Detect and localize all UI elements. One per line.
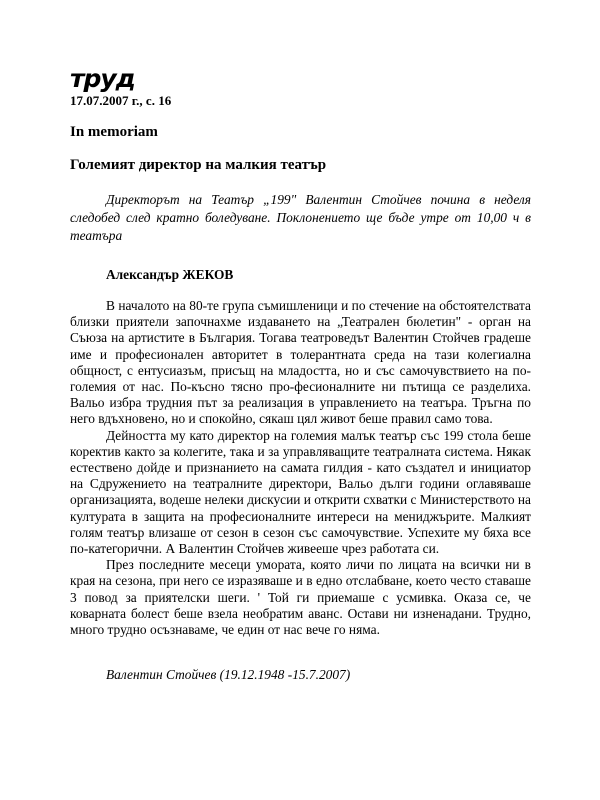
article-author: Александър ЖЕКОВ	[106, 267, 234, 282]
body-paragraph: През последните месеци умората, която личи по лицата на всички ни в края на сезона, при него се изразяваше и в едно отслабване, което често ставаше 3 повод за приятелски шеги. ' Той ги приемаше с усмивка. Оказа се, че коварната болест беше взела необратим аванс. Остави ни изненадани. Трудно, много трудно осъзнаваме, че един от нас вече го няма.	[70, 557, 531, 638]
body-paragraph: Дейността му като директор на големия малък театър със 199 стола беше коректив както за колегите, така и за управляващите театралната система. Някак естествено дойде и признанието на самата гилдия - като създател и инициатор на Сдружението на театралните директори, Вальо дълги години оглавяваше организацията, водеше нелеки дискусии и открити схватки с Министерството на културата в защита на професионалните интереси на мениджърите. Малкият голям театър влизаше от сезон в сезон със самочувствие. Успехите му бяха все по-категорични. А Валентин Стойчев живееше чрез работата си.	[70, 427, 531, 557]
newspaper-logo: труд	[70, 64, 135, 93]
source-line: 17.07.2007 г., с. 16	[70, 93, 172, 108]
article-lead: Директорът на Театър „199" Валентин Стойчев почина в неделя следобед след кратно боледуване. Поклонението ще бъде утре от 10,00 ч в театъра	[70, 192, 531, 243]
article-body	[70, 298, 531, 638]
life-dates: Валентин Стойчев (19.12.1948 -15.7.2007)	[106, 667, 351, 682]
body-paragraph: В началото на 80-те група съмишленици и по стечение на обстоятелствата близки приятели започнахме издаването на „Театрален бюлетин" - орган на Съюза на артистите в България. Тогава театроведът Валентин Стойчев градеше име и професионален авторитет в толерантната среда на тази колегиална общност, с ентусиазъм, присъщ на младостта, но и със самочувствието на по-големия от нас. По-късно тясно про-фесионалните ни пътища се разделиха. Вальо избра трудния път за реализация в управлението на театъра. Тръгна по него вдъхновено, но и спокойно, сякаш цял живот беше правил само това.	[70, 298, 531, 427]
rubric-heading: In memoriam	[70, 124, 158, 140]
article-headline: Големият директор на малкия театър	[70, 157, 327, 173]
